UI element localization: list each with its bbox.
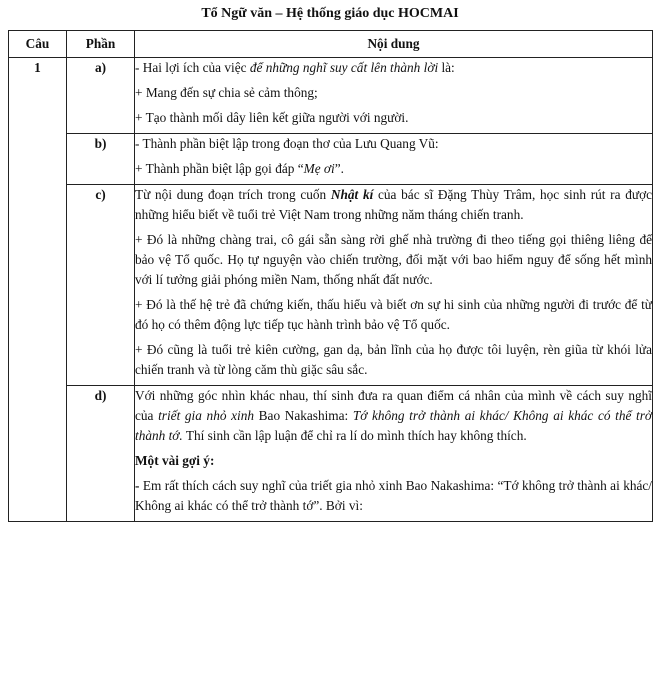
content-a [135, 58, 653, 134]
content-d [135, 386, 653, 522]
text: ”. [334, 161, 344, 176]
text: của bác sĩ Đặng Thùy Trâm, học sinh rút ra được những hiểu biết về tuổi trẻ Việt Nam trong những năm tháng chiến tranh. [135, 187, 653, 222]
table-row-c [9, 185, 653, 386]
part-label-a: a) [67, 58, 135, 134]
text: là: [438, 60, 455, 75]
answer-table [8, 30, 653, 522]
content-b [135, 134, 653, 185]
content-a-line-1 [135, 58, 652, 78]
part-label-b: b) [67, 134, 135, 185]
col-header-phan: Phần [67, 31, 135, 58]
table-header-row [9, 31, 653, 58]
content-c-para-4: + Đó cũng là tuổi trẻ kiên cường, gan dạ, bản lĩnh của họ được tôi luyện, rèn giũa từ khói lửa chiến tranh và từ lòng căm thù giặc sâu sắc. [135, 342, 652, 377]
text: Bao Nakashima: [254, 408, 353, 423]
content-c [135, 185, 653, 386]
content-b-line-1: - Thành phần biệt lập trong đoạn thơ của Lưu Quang Vũ: [135, 136, 439, 151]
text: Em rất thích cách suy nghĩ của triết gia nhỏ xinh Bao Nakashima: “Tớ không trở thành ai khác/ Không ai khác có thể trở thành tớ”. Bởi vì: [135, 478, 652, 513]
italic-text: Mẹ ơi [303, 161, 335, 176]
text: Thí sinh cần lập luận để chỉ ra lí do mình thích hay không thích. [182, 428, 527, 443]
text: Từ nội dung đoạn trích trong cuốn [135, 187, 331, 202]
content-c-para-3: + Đó là thế hệ trẻ đã chứng kiến, thấu hiểu và biết ơn sự hi sinh của những người đi trước để từ đó họ có thêm động lực tiếp tục hành trình bảo vệ Tổ quốc. [135, 297, 652, 332]
text: Với những góc nhìn khác nhau, thí sinh đưa ra quan điểm cá nhân của mình về cách suy nghĩ của [135, 388, 652, 423]
content-a-line-2: + Mang đến sự chia sẻ cảm thông; [135, 85, 318, 100]
bullet-dash: - [135, 478, 140, 493]
content-d-para-1 [135, 386, 652, 446]
content-c-para-2: + Đó là những chàng trai, cô gái sẵn sàng rời ghế nhà trường đi theo tiếng gọi thiêng liêng để bảo vệ Tổ quốc. Họ tự nguyện vào chiến trường, đối mặt với bao hiểm nguy để sống hết mình với lí tưởng giải phóng miền Nam, thống nhất đất nước. [135, 232, 652, 287]
italic-text: triết gia nhỏ xinh [158, 408, 255, 423]
italic-text: để những nghĩ suy cất lên thành lời [249, 60, 439, 75]
content-a-line-3: + Tạo thành mối dây liên kết giữa người với người. [135, 110, 409, 125]
cau-number: 1 [9, 58, 67, 522]
page-header-title: Tổ Ngữ văn – Hệ thống giáo dục HOCMAI [201, 6, 459, 21]
bold-italic-text: Nhật kí [330, 187, 374, 202]
table-row-d [9, 386, 653, 522]
content-d-suggestion-heading: Một vài gợi ý: [135, 453, 215, 468]
part-label-c: c) [67, 185, 135, 386]
table-row-b [9, 134, 653, 185]
content-b-line-2 [135, 159, 652, 179]
col-header-noi-dung: Nội dung [135, 31, 653, 58]
part-label-d: d) [67, 386, 135, 522]
table-row-a [9, 58, 653, 134]
content-c-para-1 [135, 185, 652, 225]
italic-text: Tớ không trở thành ai khác/ Không ai khác có thể trở thành tớ. [135, 408, 652, 443]
col-header-cau: Câu [9, 31, 67, 58]
text: + Thành phần biệt lập gọi đáp “ [135, 161, 304, 176]
text: - Hai lợi ích của việc [135, 60, 250, 75]
content-d-para-3 [135, 476, 652, 516]
